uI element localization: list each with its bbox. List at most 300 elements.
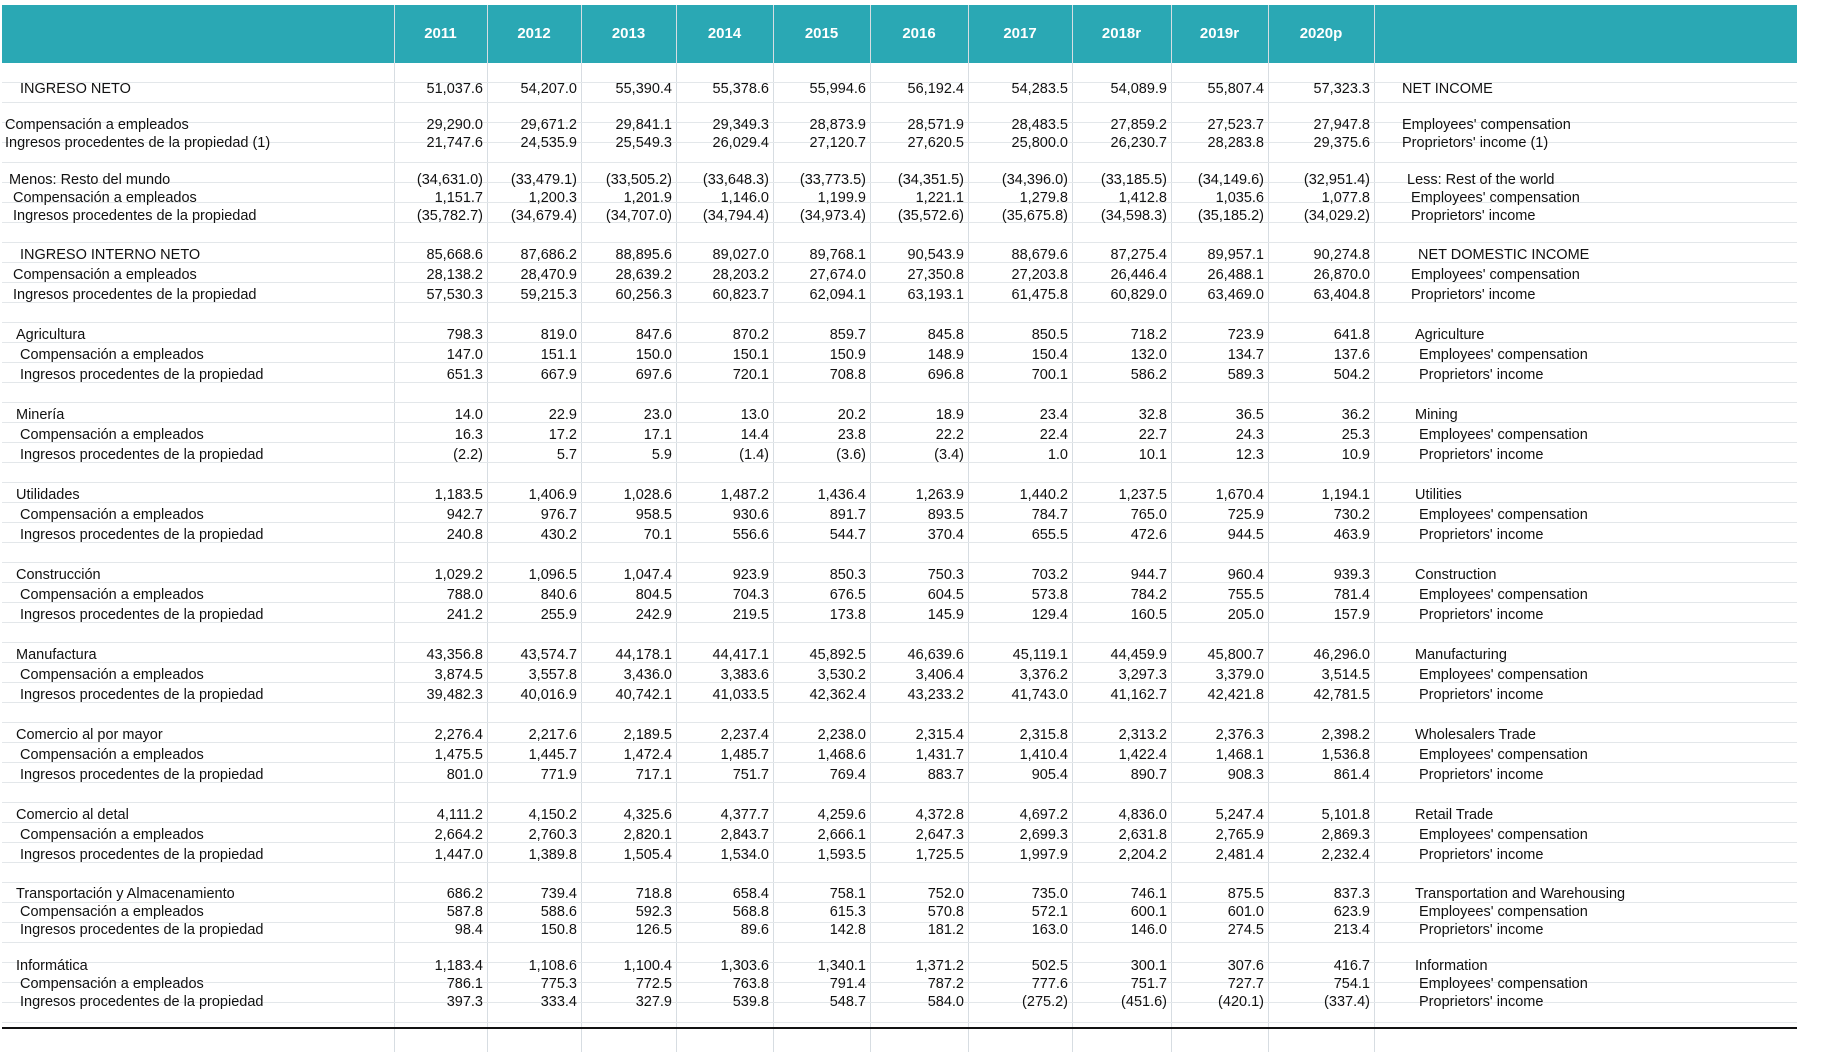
- value-cell-2018r: 132.0: [1130, 347, 1167, 363]
- row-label-es: Compensación a empleados: [20, 747, 204, 763]
- row-label-es: Informática: [16, 958, 88, 974]
- value-cell-2015: 142.8: [829, 922, 866, 938]
- value-cell-2011: 57,530.3: [426, 287, 483, 303]
- value-cell-2015: 676.5: [829, 587, 866, 603]
- value-cell-2020p: 1,077.8: [1321, 190, 1370, 206]
- value-cell-2014: 923.9: [732, 567, 769, 583]
- value-cell-2020p: 623.9: [1333, 904, 1370, 920]
- value-cell-2016: 787.2: [927, 976, 964, 992]
- value-cell-2012: 1,108.6: [528, 958, 577, 974]
- row-label-en: Employees' compensation: [1419, 827, 1588, 843]
- value-cell-2011: 786.1: [446, 976, 483, 992]
- row-label-es: Compensación a empleados: [20, 347, 204, 363]
- row-label-es: Compensación a empleados: [13, 190, 197, 206]
- value-cell-2014: 55,378.6: [712, 81, 769, 97]
- value-cell-2018r: 26,446.4: [1110, 267, 1167, 283]
- value-cell-2012: 29,671.2: [520, 117, 577, 133]
- row-label-es: Ingresos procedentes de la propiedad: [20, 922, 264, 938]
- value-cell-2016: 46,639.6: [907, 647, 964, 663]
- value-cell-2016: 2,315.4: [915, 727, 964, 743]
- value-cell-2018r: (34,598.3): [1100, 208, 1167, 224]
- value-cell-2019r: 589.3: [1227, 367, 1264, 383]
- value-cell-2014: 28,203.2: [712, 267, 769, 283]
- value-cell-2018r: 1,422.4: [1118, 747, 1167, 763]
- value-cell-2020p: 416.7: [1333, 958, 1370, 974]
- value-cell-2011: 1,183.4: [434, 958, 483, 974]
- year-header-2014: 2014: [707, 25, 742, 42]
- row-divider: [2, 802, 1797, 803]
- value-cell-2016: 584.0: [927, 994, 964, 1010]
- value-cell-2020p: 2,869.3: [1321, 827, 1370, 843]
- value-cell-2011: 1,475.5: [434, 747, 483, 763]
- value-cell-2014: 3,383.6: [720, 667, 769, 683]
- value-cell-2019r: 1,468.1: [1215, 747, 1264, 763]
- value-cell-2017: 784.7: [1031, 507, 1068, 523]
- value-cell-2011: 1,183.5: [434, 487, 483, 503]
- value-cell-2014: 89.6: [740, 922, 769, 938]
- value-cell-2019r: 723.9: [1227, 327, 1264, 343]
- value-cell-2012: 3,557.8: [528, 667, 577, 683]
- value-cell-2011: 240.8: [446, 527, 483, 543]
- row-label-es: Compensación a empleados: [20, 827, 204, 843]
- value-cell-2015: 758.1: [829, 886, 866, 902]
- value-cell-2014: 44,417.1: [712, 647, 769, 663]
- value-cell-2013: 17.1: [643, 427, 672, 443]
- value-cell-2012: (33,479.1): [510, 172, 577, 188]
- row-label-es: Ingresos procedentes de la propiedad: [20, 367, 264, 383]
- value-cell-2020p: (34,029.2): [1303, 208, 1370, 224]
- value-cell-2011: 85,668.6: [426, 247, 483, 263]
- value-cell-2011: 942.7: [446, 507, 483, 523]
- value-cell-2017: 28,483.5: [1011, 117, 1068, 133]
- value-cell-2017: 150.4: [1031, 347, 1068, 363]
- value-cell-2012: 255.9: [540, 607, 577, 623]
- value-cell-2013: 3,436.0: [623, 667, 672, 683]
- row-label-en: Wholesalers Trade: [1415, 727, 1536, 743]
- value-cell-2011: 39,482.3: [426, 687, 483, 703]
- year-header-2017: 2017: [1003, 25, 1037, 42]
- value-cell-2017: 905.4: [1031, 767, 1068, 783]
- value-cell-2012: 22.9: [548, 407, 577, 423]
- value-cell-2017: 572.1: [1031, 904, 1068, 920]
- value-cell-2020p: 25.3: [1341, 427, 1370, 443]
- value-cell-2018r: 26,230.7: [1110, 135, 1167, 151]
- value-cell-2020p: 939.3: [1333, 567, 1370, 583]
- value-cell-2011: 788.0: [446, 587, 483, 603]
- value-cell-2020p: 10.9: [1341, 447, 1370, 463]
- value-cell-2012: 17.2: [548, 427, 577, 443]
- value-cell-2017: 1,997.9: [1019, 847, 1068, 863]
- value-cell-2013: 1,201.9: [623, 190, 672, 206]
- value-cell-2019r: 1,670.4: [1215, 487, 1264, 503]
- row-label-en: Employees' compensation: [1411, 190, 1580, 206]
- value-cell-2016: 750.3: [927, 567, 964, 583]
- row-label-es: Comercio al detal: [16, 807, 129, 823]
- value-cell-2019r: 755.5: [1227, 587, 1264, 603]
- value-cell-2020p: 861.4: [1333, 767, 1370, 783]
- value-cell-2020p: 63,404.8: [1313, 287, 1370, 303]
- row-label-en: Employees' compensation: [1411, 267, 1580, 283]
- row-label-en: Proprietors' income: [1419, 767, 1544, 783]
- row-label-es: Compensación a empleados: [20, 667, 204, 683]
- row-label-es: Construcción: [16, 567, 101, 583]
- value-cell-2016: 90,543.9: [907, 247, 964, 263]
- value-cell-2012: 667.9: [540, 367, 577, 383]
- value-cell-2015: 4,259.6: [817, 807, 866, 823]
- value-cell-2015: 173.8: [829, 607, 866, 623]
- value-cell-2019r: 908.3: [1227, 767, 1264, 783]
- value-cell-2020p: 781.4: [1333, 587, 1370, 603]
- value-cell-2012: 333.4: [540, 994, 577, 1010]
- value-cell-2019r: 28,283.8: [1207, 135, 1264, 151]
- value-cell-2020p: 5,101.8: [1321, 807, 1370, 823]
- value-cell-2016: 4,372.8: [915, 807, 964, 823]
- value-cell-2019r: 42,421.8: [1207, 687, 1264, 703]
- value-cell-2013: (34,707.0): [605, 208, 672, 224]
- value-cell-2014: 150.1: [732, 347, 769, 363]
- value-cell-2014: 539.8: [732, 994, 769, 1010]
- value-cell-2018r: 3,297.3: [1118, 667, 1167, 683]
- value-cell-2020p: (32,951.4): [1303, 172, 1370, 188]
- value-cell-2020p: 90,274.8: [1313, 247, 1370, 263]
- value-cell-2019r: 55,807.4: [1207, 81, 1264, 97]
- value-cell-2013: 242.9: [635, 607, 672, 623]
- value-cell-2019r: 134.7: [1227, 347, 1264, 363]
- value-cell-2012: 24,535.9: [520, 135, 577, 151]
- value-cell-2015: 891.7: [829, 507, 866, 523]
- value-cell-2013: 55,390.4: [615, 81, 672, 97]
- value-cell-2020p: 754.1: [1333, 976, 1370, 992]
- value-cell-2011: 98.4: [454, 922, 483, 938]
- value-cell-2016: 604.5: [927, 587, 964, 603]
- row-label-es: Ingresos procedentes de la propiedad: [20, 994, 264, 1010]
- value-cell-2017: 88,679.6: [1011, 247, 1068, 263]
- row-label-en: Construction: [1415, 567, 1497, 583]
- value-cell-2017: 25,800.0: [1011, 135, 1068, 151]
- value-cell-2018r: 300.1: [1130, 958, 1167, 974]
- value-cell-2018r: 890.7: [1130, 767, 1167, 783]
- value-cell-2019r: 5,247.4: [1215, 807, 1264, 823]
- value-cell-2013: 28,639.2: [615, 267, 672, 283]
- value-cell-2015: 2,238.0: [817, 727, 866, 743]
- row-label-en: Proprietors' income: [1419, 994, 1544, 1010]
- row-label-en: Proprietors' income: [1419, 527, 1544, 543]
- value-cell-2019r: 45,800.7: [1207, 647, 1264, 663]
- value-cell-2018r: 44,459.9: [1110, 647, 1167, 663]
- year-header-2011: 2011: [424, 25, 457, 42]
- value-cell-2012: 1,096.5: [528, 567, 577, 583]
- row-divider: [2, 482, 1797, 483]
- value-cell-2012: 2,217.6: [528, 727, 577, 743]
- value-cell-2014: 1,534.0: [720, 847, 769, 863]
- row-divider: [2, 322, 1797, 323]
- value-cell-2017: 2,699.3: [1019, 827, 1068, 843]
- value-cell-2014: 89,027.0: [712, 247, 769, 263]
- value-cell-2014: 704.3: [732, 587, 769, 603]
- value-cell-2020p: 1,536.8: [1321, 747, 1370, 763]
- value-cell-2015: 548.7: [829, 994, 866, 1010]
- row-label-en: Proprietors' income: [1411, 208, 1536, 224]
- value-cell-2019r: 2,481.4: [1215, 847, 1264, 863]
- value-cell-2017: (34,396.0): [1001, 172, 1068, 188]
- row-divider: [2, 562, 1797, 563]
- value-cell-2020p: 46,296.0: [1313, 647, 1370, 663]
- row-divider: [2, 642, 1797, 643]
- value-cell-2011: 21,747.6: [426, 135, 483, 151]
- row-label-es: Compensación a empleados: [5, 117, 189, 133]
- value-cell-2018r: (451.6): [1121, 994, 1167, 1010]
- value-cell-2016: 1,371.2: [915, 958, 964, 974]
- value-cell-2014: 556.6: [732, 527, 769, 543]
- value-cell-2017: 735.0: [1031, 886, 1068, 902]
- row-label-en: NET DOMESTIC INCOME: [1418, 247, 1590, 263]
- value-cell-2013: 88,895.6: [615, 247, 672, 263]
- value-cell-2016: 27,620.5: [907, 135, 964, 151]
- value-cell-2011: 241.2: [446, 607, 483, 623]
- value-cell-2014: 2,237.4: [720, 727, 769, 743]
- value-cell-2015: 1,593.5: [817, 847, 866, 863]
- value-cell-2014: 4,377.7: [720, 807, 769, 823]
- value-cell-2020p: 137.6: [1333, 347, 1370, 363]
- value-cell-2013: 717.1: [635, 767, 672, 783]
- row-label-es: Ingresos procedentes de la propiedad: [20, 527, 264, 543]
- value-cell-2019r: 2,765.9: [1215, 827, 1264, 843]
- value-cell-2012: 54,207.0: [520, 81, 577, 97]
- row-label-es: INGRESO INTERNO NETO: [20, 247, 201, 263]
- value-cell-2019r: 205.0: [1227, 607, 1264, 623]
- row-label-es: Compensación a empleados: [20, 904, 204, 920]
- value-cell-2013: 592.3: [635, 904, 672, 920]
- row-label-en: Manufacturing: [1415, 647, 1507, 663]
- value-cell-2014: (1.4): [739, 447, 769, 463]
- value-cell-2019r: 24.3: [1235, 427, 1264, 443]
- value-cell-2012: 819.0: [540, 327, 577, 343]
- row-label-en: Employees' compensation: [1402, 117, 1571, 133]
- row-label-es: Compensación a empleados: [20, 976, 204, 992]
- value-cell-2015: 791.4: [829, 976, 866, 992]
- value-cell-2016: 1,725.5: [915, 847, 964, 863]
- value-cell-2012: 87,686.2: [520, 247, 577, 263]
- value-cell-2018r: 751.7: [1130, 976, 1167, 992]
- value-cell-2013: 29,841.1: [615, 117, 672, 133]
- value-cell-2019r: 727.7: [1227, 976, 1264, 992]
- value-cell-2019r: 944.5: [1227, 527, 1264, 543]
- value-cell-2014: 14.4: [740, 427, 769, 443]
- row-label-en: Proprietors' income: [1419, 687, 1544, 703]
- value-cell-2019r: 36.5: [1235, 407, 1264, 423]
- value-cell-2020p: 57,323.3: [1313, 81, 1370, 97]
- value-cell-2019r: 875.5: [1227, 886, 1264, 902]
- value-cell-2016: 27,350.8: [907, 267, 964, 283]
- value-cell-2013: 1,505.4: [623, 847, 672, 863]
- row-label-en: Employees' compensation: [1419, 587, 1588, 603]
- value-cell-2012: 771.9: [540, 767, 577, 783]
- value-cell-2013: 327.9: [635, 994, 672, 1010]
- value-cell-2015: 62,094.1: [809, 287, 866, 303]
- year-header-2015: 2015: [804, 25, 839, 42]
- value-cell-2013: 1,028.6: [623, 487, 672, 503]
- value-cell-2012: 2,760.3: [528, 827, 577, 843]
- value-cell-2011: 2,276.4: [434, 727, 483, 743]
- value-cell-2013: 2,820.1: [623, 827, 672, 843]
- value-cell-2016: 3,406.4: [915, 667, 964, 683]
- row-label-en: Employees' compensation: [1419, 904, 1588, 920]
- value-cell-2015: 42,362.4: [809, 687, 866, 703]
- value-cell-2012: 4,150.2: [528, 807, 577, 823]
- row-divider: [2, 882, 1797, 883]
- value-cell-2013: 697.6: [635, 367, 672, 383]
- value-cell-2015: 28,873.9: [809, 117, 866, 133]
- value-cell-2019r: 307.6: [1227, 958, 1264, 974]
- row-label-es: Ingresos procedentes de la propiedad: [20, 847, 264, 863]
- value-cell-2015: 2,666.1: [817, 827, 866, 843]
- value-cell-2012: 1,200.3: [528, 190, 577, 206]
- value-cell-2016: 893.5: [927, 507, 964, 523]
- value-cell-2017: 700.1: [1031, 367, 1068, 383]
- value-cell-2017: 1,410.4: [1019, 747, 1068, 763]
- value-cell-2017: 129.4: [1031, 607, 1068, 623]
- value-cell-2013: 44,178.1: [615, 647, 672, 663]
- value-cell-2013: 25,549.3: [615, 135, 672, 151]
- value-cell-2018r: 4,836.0: [1118, 807, 1167, 823]
- value-cell-2018r: 22.7: [1138, 427, 1167, 443]
- value-cell-2019r: 2,376.3: [1215, 727, 1264, 743]
- row-label-en: Proprietors' income: [1419, 922, 1544, 938]
- row-label-en: NET INCOME: [1402, 81, 1493, 97]
- value-cell-2014: 13.0: [740, 407, 769, 423]
- value-cell-2018r: 41,162.7: [1110, 687, 1167, 703]
- value-cell-2012: 775.3: [540, 976, 577, 992]
- value-cell-2014: 1,303.6: [720, 958, 769, 974]
- value-cell-2019r: 12.3: [1235, 447, 1264, 463]
- value-cell-2014: 26,029.4: [712, 135, 769, 151]
- value-cell-2017: (35,675.8): [1001, 208, 1068, 224]
- row-divider: [2, 942, 1797, 943]
- row-label-en: Employees' compensation: [1419, 507, 1588, 523]
- value-cell-2017: 45,119.1: [1012, 647, 1068, 663]
- row-label-en: Mining: [1415, 407, 1458, 423]
- value-cell-2011: (35,782.7): [416, 208, 483, 224]
- value-cell-2018r: 146.0: [1130, 922, 1167, 938]
- value-cell-2014: 658.4: [732, 886, 769, 902]
- value-cell-2017: 1.0: [1047, 447, 1068, 463]
- value-cell-2020p: 29,375.6: [1313, 135, 1370, 151]
- value-cell-2014: 751.7: [732, 767, 769, 783]
- row-label-es: Compensación a empleados: [20, 587, 204, 603]
- value-cell-2016: (34,351.5): [897, 172, 964, 188]
- row-label-en: Proprietors' income: [1419, 847, 1544, 863]
- value-cell-2015: (33,773.5): [799, 172, 866, 188]
- value-cell-2013: 1,472.4: [623, 747, 672, 763]
- value-cell-2018r: 54,089.9: [1110, 81, 1167, 97]
- value-cell-2011: 801.0: [446, 767, 483, 783]
- row-divider: [2, 1022, 1797, 1023]
- value-cell-2014: 930.6: [732, 507, 769, 523]
- value-cell-2014: 870.2: [732, 327, 769, 343]
- value-cell-2015: 859.7: [829, 327, 866, 343]
- value-cell-2011: 3,874.5: [434, 667, 483, 683]
- value-cell-2020p: 504.2: [1333, 367, 1370, 383]
- value-cell-2020p: 837.3: [1333, 886, 1370, 902]
- value-cell-2013: 40,742.1: [615, 687, 672, 703]
- value-cell-2016: 148.9: [927, 347, 964, 363]
- row-label-en: Employees' compensation: [1419, 747, 1588, 763]
- value-cell-2013: 772.5: [635, 976, 672, 992]
- value-cell-2017: 655.5: [1031, 527, 1068, 543]
- value-cell-2019r: 89,957.1: [1207, 247, 1264, 263]
- value-cell-2016: 883.7: [927, 767, 964, 783]
- value-cell-2017: 4,697.2: [1019, 807, 1068, 823]
- value-cell-2017: 1,279.8: [1019, 190, 1068, 206]
- value-cell-2018r: 32.8: [1138, 407, 1167, 423]
- value-cell-2018r: 746.1: [1130, 886, 1167, 902]
- value-cell-2014: 1,485.7: [720, 747, 769, 763]
- value-cell-2012: 976.7: [540, 507, 577, 523]
- row-label-es: Ingresos procedentes de la propiedad: [13, 287, 257, 303]
- value-cell-2018r: 1,237.5: [1118, 487, 1167, 503]
- value-cell-2016: 696.8: [927, 367, 964, 383]
- row-label-es: Ingresos procedentes de la propiedad: [20, 687, 264, 703]
- row-label-en: Employees' compensation: [1419, 667, 1588, 683]
- value-cell-2014: 2,843.7: [720, 827, 769, 843]
- row-label-en: Less: Rest of the world: [1407, 172, 1555, 188]
- value-cell-2017: (275.2): [1022, 994, 1068, 1010]
- value-cell-2016: (3.4): [934, 447, 964, 463]
- value-cell-2018r: 87,275.4: [1110, 247, 1167, 263]
- value-cell-2016: 370.4: [927, 527, 964, 543]
- value-cell-2015: 150.9: [829, 347, 866, 363]
- value-cell-2013: 718.8: [635, 886, 672, 902]
- row-label-es: Transportación y Almacenamiento: [16, 886, 235, 902]
- value-cell-2012: 40,016.9: [520, 687, 577, 703]
- value-cell-2018r: 765.0: [1130, 507, 1167, 523]
- value-cell-2017: 777.6: [1031, 976, 1068, 992]
- value-cell-2011: (34,631.0): [416, 172, 483, 188]
- value-cell-2018r: 1,412.8: [1118, 190, 1167, 206]
- value-cell-2016: 28,571.9: [907, 117, 964, 133]
- value-cell-2014: 720.1: [732, 367, 769, 383]
- row-label-es: Ingresos procedentes de la propiedad (1): [5, 135, 271, 151]
- row-label-en: Employees' compensation: [1419, 347, 1588, 363]
- value-cell-2011: 2,664.2: [434, 827, 483, 843]
- row-label-en: Retail Trade: [1415, 807, 1494, 823]
- value-cell-2011: 4,111.2: [436, 807, 483, 823]
- value-cell-2018r: 600.1: [1130, 904, 1167, 920]
- value-cell-2015: 27,674.0: [809, 267, 866, 283]
- value-cell-2016: (35,572.6): [897, 208, 964, 224]
- value-cell-2011: 397.3: [446, 994, 483, 1010]
- row-divider: [2, 722, 1797, 723]
- value-cell-2019r: 725.9: [1227, 507, 1264, 523]
- value-cell-2018r: 160.5: [1130, 607, 1167, 623]
- value-cell-2013: 847.6: [635, 327, 672, 343]
- value-cell-2013: 23.0: [643, 407, 672, 423]
- value-cell-2019r: (35,185.2): [1197, 208, 1264, 224]
- value-cell-2019r: 601.0: [1227, 904, 1264, 920]
- value-cell-2013: 150.0: [635, 347, 672, 363]
- value-cell-2018r: 60,829.0: [1110, 287, 1167, 303]
- value-cell-2012: 5.7: [556, 447, 577, 463]
- value-cell-2013: 1,047.4: [623, 567, 672, 583]
- value-cell-2014: 763.8: [732, 976, 769, 992]
- value-cell-2014: 41,033.5: [712, 687, 769, 703]
- value-cell-2011: 28,138.2: [426, 267, 483, 283]
- value-cell-2012: (34,679.4): [510, 208, 577, 224]
- row-label-es: Ingresos procedentes de la propiedad: [20, 447, 264, 463]
- value-cell-2018r: 10.1: [1138, 447, 1167, 463]
- value-cell-2018r: 472.6: [1130, 527, 1167, 543]
- value-cell-2013: 958.5: [635, 507, 672, 523]
